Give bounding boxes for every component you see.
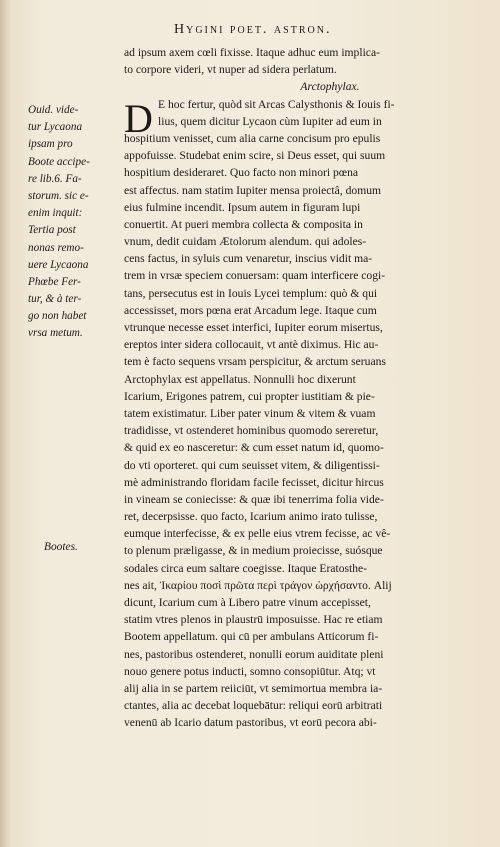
text-line: dicunt, Icarium cum à Libero patre vinum accepisset, xyxy=(124,596,371,609)
text-line: to plenum præligasse, & in medium proiecisse, suósque xyxy=(124,544,383,558)
text-line: hospitium venisset, cum alia carne concisum pro epulis xyxy=(124,131,381,145)
text-line: alij alia in se partem reiiciūt, vt semimortua membra ia- xyxy=(124,681,383,695)
margin-note-line: nonas remo- xyxy=(28,241,84,254)
text-line: trem in vrsæ speciem conuersam: quam interficere cogi- xyxy=(124,269,386,283)
margin-note xyxy=(28,102,120,343)
text-line: conuertit. At pueri membra collecta & composita in xyxy=(124,217,363,231)
margin-note-line: go non habet xyxy=(28,310,87,323)
margin-note-line: Ouid. vide- xyxy=(28,104,79,116)
body-text xyxy=(124,44,476,732)
margin-note-line: uere Lycaona xyxy=(28,258,89,271)
text-line: in vineam se coniecisse: & quæ ibi tenerrima folia vide- xyxy=(124,492,384,506)
text-line: statim vtres plenos in plaustrū imposuisse. Hac re etiam xyxy=(124,613,383,627)
text-line: appofuisse. Studebat enim scire, si Deus esset, qui suum xyxy=(124,149,386,163)
text-line: cens factus, in syluis cum venaretur, inscius vidit ma- xyxy=(124,252,373,266)
text-line: ret, decerpsisse. quo facto, Icarium animo irato tulisse, xyxy=(124,510,378,524)
text-line: est affectus. nam statim Iupiter mensa proiectâ, domum xyxy=(124,183,382,197)
text-line: eumque interfecisse, & ex pelle eius vtrem fecisse, ac vê- xyxy=(124,527,391,541)
text-line: vtrunque necesse esset interfici, Iupiter eorum misertus, xyxy=(124,321,383,334)
text-line: tem è facto sequens vrsam perspicitur, & arctum seruans xyxy=(124,355,386,369)
text-line: do vti oporteret. qui cum seuisset vitem, & diligentissi- xyxy=(124,458,380,472)
margin-note-line: vrsa metum. xyxy=(28,327,83,340)
text-line: nouo genere potus inducti, somno consopiūtur. Atq; vt xyxy=(124,664,376,678)
text-line: ad ipsum axem cœli fixisse. Itaque adhuc eum implica- xyxy=(124,46,380,59)
text-line: tradidisse, vt ostenderet hominibus quomodo sereretur, xyxy=(124,424,379,438)
margin-note-line: tur, & à ter- xyxy=(28,293,82,306)
text-line: eius fulmine incendit. Ipsum autem in figuram lupi xyxy=(124,200,361,214)
gutter-shadow xyxy=(0,0,10,847)
text-line: nes, pastoribus ostenderet, nonulli eorum auiditate pleni xyxy=(124,647,384,661)
text-line: vnum, dedit cuidam Ætolorum alendum. qui adoles- xyxy=(124,235,367,249)
text-line: nes ait, Ἰκαρίου ποσὶ πρῶτα περὶ τράγον ὠρχήσαντο. Alij xyxy=(124,578,392,592)
text-line: hospitium desideraret. Quo facto non minori pœna xyxy=(124,166,359,180)
text-line: Icarium, Erigones patrem, cui propter iustitiam & pie- xyxy=(124,389,375,403)
text-line: Bootem appellatum. qui cū per ambulans Atticorum fi- xyxy=(124,630,379,644)
margin-note-line: re lib.6. Fa- xyxy=(28,172,82,185)
text-line: tans, persecutus est in Iouis Lycei templum: quò & qui xyxy=(124,286,378,300)
text-line: E hoc fertur, quòd sit Arcas Calysthonis & Iouis fi- xyxy=(158,97,395,111)
running-head: Hygini poet. astron. xyxy=(174,22,332,37)
text-line: accessisset, mors pœna erat Arcadum lege. Itaque cum xyxy=(124,303,377,317)
margin-note-line: storum. sic e- xyxy=(28,189,89,202)
text-line: sodales circa eum saltare coegisse. Itaque Eratosthe- xyxy=(124,561,368,575)
margin-note-line: Tertia post xyxy=(28,224,76,237)
text-line: to corpore videri, vt nuper ad sidera perlatum. xyxy=(124,63,337,77)
margin-note-line: ipsam pro xyxy=(28,138,73,151)
margin-note-line: Boote accipe- xyxy=(28,155,90,168)
text-line: Arctophylax est appellatus. Nonnulli hoc dixerunt xyxy=(124,372,356,386)
text-line: tatem existimatur. Liber pater vinum & vitem & vuam xyxy=(124,406,376,420)
margin-label-bootes: Bootes. xyxy=(44,541,78,553)
drop-cap: D xyxy=(124,96,153,141)
section-heading: Arctophylax. xyxy=(300,80,360,94)
text-line: mè administrando floridam facile fecisset, dicitur hircus xyxy=(124,475,384,489)
text-line: venenū ab Icario datum pastoribus, vt eorū pecora abi- xyxy=(124,716,377,730)
text-line: ereptos inter sidera collocauit, vt antè diximus. Hic au- xyxy=(124,338,379,352)
text-line: & quid ex eo nasceretur: & cum esset natum id, quomo- xyxy=(124,441,384,455)
margin-note-line: enim inquit: xyxy=(28,207,83,220)
text-line: lius, quem dicitur Lycaon cùm Iupiter ad eum in xyxy=(158,114,382,128)
margin-note-line: tur Lycaona xyxy=(28,121,83,134)
margin-note-line: Phœbe Fer- xyxy=(28,275,81,288)
text-line: ctantes, alia ac decebat loquebātur: reliqui eorū arbitrati xyxy=(124,699,383,713)
